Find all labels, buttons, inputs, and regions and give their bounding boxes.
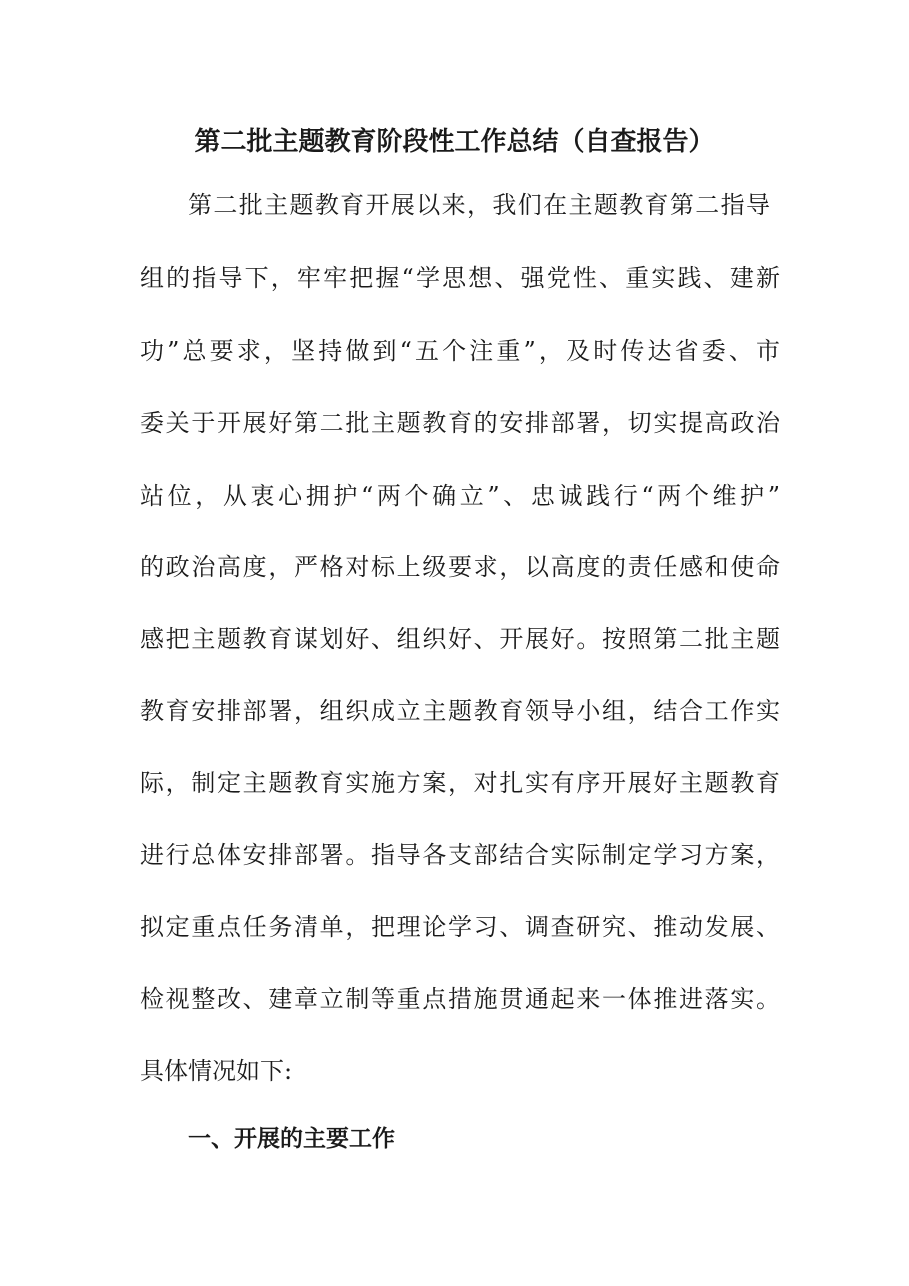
- paragraph-line: 教育安排部署，组织成立主题教育领导小组，结合工作实: [140, 697, 780, 725]
- paragraph-line: 组的指导下，牢牢把握“学思想、强党性、重实践、建新: [140, 264, 780, 292]
- paragraph-line: 第二批主题教育开展以来，我们在主题教育第二指导: [188, 191, 770, 219]
- section-heading: 一、开展的主要工作: [188, 1126, 395, 1152]
- paragraph-line: 站位，从衷心拥护“两个确立”、忠诚践行“两个维护”: [140, 482, 780, 510]
- paragraph-line: 感把主题教育谋划好、组织好、开展好。按照第二批主题: [140, 625, 780, 653]
- document-title: 第二批主题教育阶段性工作总结（自查报告）: [194, 127, 715, 157]
- paragraph-line: 具体情况如下:: [140, 1057, 293, 1085]
- paragraph-line: 进行总体安排部署。指导各支部结合实际制定学习方案，: [140, 841, 780, 869]
- paragraph-line: 功”总要求，坚持做到“五个注重”，及时传达省委、市: [140, 337, 780, 365]
- paragraph-line: 的政治高度，严格对标上级要求，以高度的责任感和使命: [140, 553, 780, 581]
- paragraph-line: 际，制定主题教育实施方案，对扎实有序开展好主题教育: [140, 769, 780, 797]
- paragraph-line: 拟定重点任务清单，把理论学习、调查研究、推动发展、: [140, 913, 780, 941]
- paragraph-line: 委关于开展好第二批主题教育的安排部署，切实提高政治: [140, 409, 780, 437]
- paragraph-line: 检视整改、建章立制等重点措施贯通起来一体推进落实。: [140, 985, 780, 1013]
